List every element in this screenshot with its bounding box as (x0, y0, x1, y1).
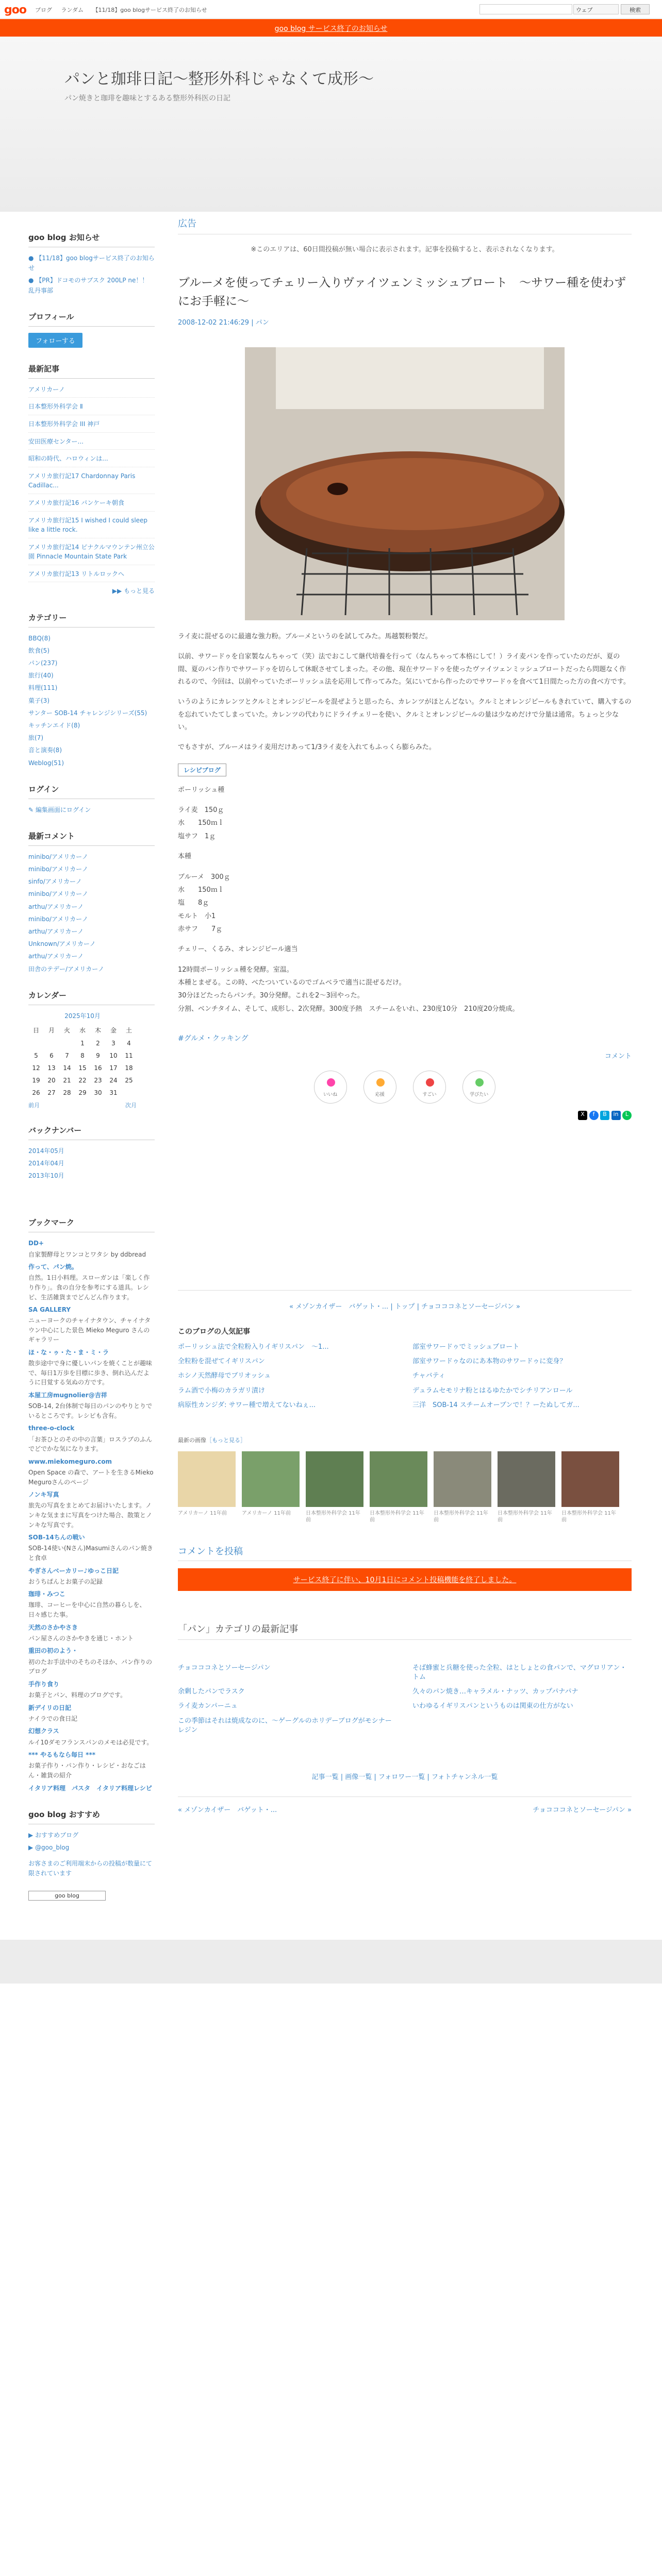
backnumber-list (28, 1146, 155, 1181)
reaction-buttons (178, 1071, 632, 1104)
category-latest-list (178, 1664, 632, 1735)
recent-image-item[interactable] (434, 1451, 491, 1523)
calendar-day[interactable]: 2 (96, 1039, 100, 1047)
blog-header (0, 37, 662, 212)
recipe-line: 塩サフ 1ｇ (178, 832, 216, 840)
recipe-line: 水 150ｍｌ (178, 819, 224, 827)
recent-image[interactable] (242, 1451, 300, 1507)
popular-item[interactable]: チャバティ (412, 1372, 445, 1380)
bookmark-name[interactable]: ノンキ写真 (28, 1491, 59, 1499)
footer-links[interactable]: 記事一覧 | 画像一覧 | フォロワー一覧 | フォトチャンネル一覧 (311, 1773, 498, 1781)
recent-item[interactable]: アメリカ旅行記14 ピナクルマウンテン州立公園 Pinnacle Mountain State Park (28, 543, 155, 565)
popular-list (178, 1343, 632, 1410)
recipe-block (178, 804, 632, 843)
category-latest-item[interactable]: そば蜂蜜と兵糖を使った全粒、はとしょとの食パンで、マグロリアン・トム (412, 1664, 627, 1682)
comment-item[interactable]: minibo/アメリカーノ (28, 853, 88, 860)
recent-image-caption[interactable]: 日本整形外科学会 11年前 (306, 1510, 360, 1523)
recipe-block (178, 871, 632, 936)
recent-image-caption[interactable]: 日本整形外科学会 11年前 (498, 1510, 552, 1523)
search-scope-select[interactable]: ウェブ (573, 4, 619, 14)
goo-blog-badge[interactable]: goo blog (28, 1891, 106, 1901)
recent-images-more[interactable]: ［もっと見る］ (206, 1436, 246, 1444)
comments-heading: 最新コメント (28, 831, 155, 846)
category-item[interactable]: 料理(111) (28, 684, 58, 692)
recipe-line: 塩 8ｇ (178, 899, 209, 907)
calendar-day[interactable]: 17 (109, 1064, 118, 1072)
calendar-day[interactable]: 24 (109, 1076, 118, 1084)
bookmark-name[interactable]: 新デイリの日記 (28, 1704, 72, 1711)
bookmark-name[interactable]: 珈琲・みつこ (28, 1590, 65, 1598)
recent-image-caption[interactable]: 日本整形外科学会 11年前 (561, 1510, 616, 1523)
recipe-line: モルト 小1 (178, 912, 216, 920)
bookmark-desc: SOB-14使い(Nさん)Masumiさんのパン焼きと食卓 (28, 1545, 153, 1562)
comment-item[interactable]: sinfo/アメリカーノ (28, 878, 82, 886)
recent-item[interactable]: 日本整形外科学会 III 神戸 (28, 419, 155, 433)
bookmark-desc: お菓子作り・パン作り・レシピ・おなごはん・雑貨の紹介 (28, 1762, 146, 1779)
bookmark-desc: ルイ10ダモフランスパンのメモは必見です。 (28, 1738, 153, 1746)
calendar-weekday: 木 (94, 1026, 101, 1034)
calendar-day[interactable]: 7 (65, 1052, 69, 1059)
calendar-day[interactable]: 26 (32, 1089, 40, 1096)
calendar-day[interactable]: 10 (109, 1052, 118, 1059)
recent-image[interactable] (306, 1451, 363, 1507)
recipe-line: 12時間ポーリッシュ種を発酵。室温。 (178, 965, 293, 974)
calendar-day[interactable]: 30 (94, 1089, 102, 1096)
bookmark-desc: ナイラでの食日記 (28, 1715, 78, 1722)
calendar-day[interactable]: 27 (47, 1089, 56, 1096)
calendar-month: 2025年10月 (64, 1012, 101, 1020)
calendar-day[interactable]: 31 (109, 1089, 118, 1096)
comment-item[interactable]: arthu/アメリカーノ (28, 903, 84, 910)
calendar-day[interactable]: 1 (80, 1039, 85, 1047)
bookmark-desc: 旅先の写真をまとめてお届けいたします。ノンキな気ままに写真をつけた場合、散策とノンキな写真です。 (28, 1502, 153, 1529)
recent-image-caption[interactable]: 日本整形外科学会 11年前 (370, 1510, 424, 1523)
recipe (178, 784, 632, 1015)
bookmark-desc: 初のたお手法中のそちのそほか、パン作りのブログ (28, 1658, 153, 1675)
recent-list (28, 385, 155, 583)
top-bar (0, 0, 662, 19)
comment-link[interactable]: コメント (604, 1052, 632, 1060)
calendar-day[interactable]: 25 (125, 1076, 133, 1084)
category-item[interactable]: 旅(7) (28, 734, 43, 742)
search-button[interactable]: 検索 (621, 4, 650, 14)
popular-item[interactable]: 部室サワードゥなのにあ本物のサワードゥに変身？ (412, 1358, 567, 1366)
comment-item[interactable]: minibo/アメリカーノ (28, 866, 88, 873)
goo-logo[interactable]: goo (4, 4, 26, 16)
recent-image-item[interactable] (498, 1451, 555, 1523)
nav-random[interactable]: ランダム (61, 7, 84, 13)
calendar-day[interactable]: 9 (96, 1052, 100, 1059)
backnumber-item[interactable]: 2014年04月 (28, 1159, 64, 1167)
category-latest-item[interactable]: いわゆるイギリスパンというものは関東の仕方がない (412, 1702, 573, 1710)
reaction-great[interactable]: すごい (413, 1071, 446, 1104)
bookmark-heading: ブックマーク (28, 1217, 155, 1232)
popular-item[interactable]: デュラムセモリナ粉とはるゆたかでシチリアンロール (412, 1386, 573, 1395)
calendar-weekday: 月 (48, 1026, 55, 1034)
category-list (28, 634, 155, 768)
blog-title[interactable]: パンと珈琲日記～整形外科じゃなくて成形～ (64, 70, 374, 88)
calendar-day[interactable]: 4 (127, 1039, 131, 1047)
calendar-day[interactable]: 14 (63, 1064, 71, 1072)
recent-item[interactable]: アメリカ旅行記13 リトルロックへ (28, 569, 155, 583)
calendar-day[interactable] (59, 1037, 75, 1049)
sidebar (28, 232, 155, 1901)
recent-item[interactable]: アメリカ旅行記16 パンケーキ朝食 (28, 498, 155, 512)
category-latest-item[interactable]: ライ麦カンパーニュ (178, 1702, 238, 1710)
backnumber-item[interactable]: 2013年10月 (28, 1172, 64, 1180)
nav-notice[interactable]: 【11/18】goo blogサービス終了のお知らせ (92, 7, 207, 13)
calendar-day[interactable]: 29 (78, 1089, 87, 1096)
category-item[interactable]: サンター SOB-14 チャレンジシリーズ(55) (28, 709, 147, 717)
news-item[interactable]: ● 【PR】ドコモのサブスク 200LP ne！！ 乱丹事部 (28, 277, 148, 294)
comment-item[interactable]: minibo/アメリカーノ (28, 915, 88, 923)
top-nav (35, 6, 214, 14)
post-paragraph-4: でもさすが、ブルーメはライ麦用だけあって1/3ライ麦を入れてもふっくら膨らみた。 (178, 743, 436, 752)
recent-images (178, 1451, 632, 1523)
recipe-block (178, 963, 632, 1015)
x-share-icon[interactable]: X (578, 1111, 587, 1120)
backnumber-heading: バックナンバー (28, 1125, 155, 1140)
recommend-heading: goo blog おすすめ (28, 1809, 155, 1824)
popular-item[interactable]: 三洋 SOB-14 スチームオーブンで！？ーたぬしてガ... (412, 1401, 580, 1409)
recent-image-item[interactable] (242, 1451, 300, 1523)
comment-post-heading: コメントを投稿 (178, 1544, 632, 1561)
recent-image[interactable] (434, 1451, 491, 1507)
category-item[interactable]: 菓子(3) (28, 697, 49, 704)
reaction-learn[interactable]: 学びたい (462, 1071, 495, 1104)
post-pager[interactable]: « メゾンカイザー バゲット・... | トップ | チョコココネとソーセージパン » (289, 1302, 520, 1311)
recent-heading: 最新記事 (28, 363, 155, 379)
popular-heading: このブログの人気記事 (178, 1327, 250, 1336)
twitter-link[interactable]: ▶ @goo_blog (28, 1843, 70, 1851)
post-title[interactable]: ブルーメを使ってチェリー入りヴァイツェンミッシュブロート ～サワー種を使わずにお手軽に～ (178, 276, 626, 308)
post-paragraph-3: いうのようにカレンツとクルミとオレンジピールを混ぜようと思ったら、カレンツがほとんどない。クルミとオレンジピールもきれていて、購入するのを忘れていたてしまっていた。カレンツの代わりにドライチェリーを使い、クルミとオレンジピールの量は少なめだけで分量は通常。ちょっと少ない。 (178, 698, 632, 732)
bookmark-desc: パン屋さんのさかやきを通じ・ホント (28, 1634, 134, 1642)
recent-image-item[interactable] (306, 1451, 363, 1523)
bookmark-name[interactable]: 重田の初のよう・ (28, 1647, 78, 1655)
bookmark-desc: 自家製酵母とワンコとワタシ by ddbread (28, 1250, 146, 1258)
recent-image[interactable] (498, 1451, 555, 1507)
calendar-weekday: 水 (79, 1026, 86, 1034)
recipe-line: 本種 (178, 853, 192, 861)
calendar-day[interactable] (121, 1087, 137, 1099)
login-heading: ログイン (28, 784, 155, 799)
calendar-day[interactable]: 3 (111, 1039, 115, 1047)
hatena-share-icon[interactable]: B (600, 1111, 609, 1120)
recent-image-item[interactable] (561, 1451, 619, 1523)
bookmark-name[interactable]: SA GALLERY (28, 1306, 71, 1314)
category-item[interactable]: Weblog(51) (28, 759, 64, 767)
calendar-day[interactable]: 21 (63, 1076, 71, 1084)
category-latest-item[interactable]: 久々のパン焼き…キャラメル・ナッツ、カップパナパナ (412, 1688, 578, 1696)
grey-band (0, 1940, 662, 1984)
popular-item[interactable]: 病原性カンジダ: サワー種で増えてないねぇ... (178, 1401, 316, 1409)
calendar-day[interactable]: 19 (32, 1076, 40, 1084)
share-icons (178, 1111, 632, 1120)
recommend-note[interactable]: お客さまのご利用端末からの投稿が数量にて限されています (28, 1860, 153, 1877)
recent-image-caption[interactable]: アメリカーノ 11年前 (178, 1510, 227, 1516)
bookmark-desc: 珈琲、コーヒーを中心に自然の暮らしを、日々感じた事。 (28, 1601, 146, 1619)
calendar-day[interactable]: 20 (47, 1076, 56, 1084)
category-heading: カテゴリー (28, 612, 155, 628)
category-latest-item[interactable]: 余剰したパンでラスク (178, 1688, 245, 1696)
ad-label: 広告 (178, 218, 196, 229)
bookmark-name[interactable]: 手作り食り (28, 1680, 60, 1688)
recent-image-caption[interactable]: アメリカーノ 11年前 (242, 1510, 291, 1516)
news-item[interactable]: ● 【11/18】goo blogサービス終了のお知らせ (28, 255, 155, 272)
category-item[interactable]: 旅行(40) (28, 672, 54, 680)
recipe-block (178, 850, 632, 863)
bookmark-desc: 自然。1日小料理。スローガンは「楽しく作り作り」。食の自分を参考にする道具。レシピ、生活雑貨までどんどん作ります。 (28, 1274, 150, 1301)
comment-item[interactable]: arthu/アメリカーノ (28, 953, 84, 960)
ad-note: ※このエリアは、60日間投稿が無い場合に表示されます。記事を投稿すると、表示されなくなります。 (251, 246, 559, 253)
recent-image[interactable] (561, 1451, 619, 1507)
recent-images-heading: 最新の画像［もっと見る］ (178, 1436, 246, 1444)
recipe-block (178, 784, 632, 796)
recent-image[interactable] (370, 1451, 427, 1507)
nav-blog[interactable]: ブログ (35, 7, 52, 13)
category-item[interactable]: 飲食(5) (28, 647, 49, 654)
recipe-line: ライ麦 150ｇ (178, 806, 224, 815)
calendar-heading: カレンダー (28, 990, 155, 1005)
bookmark-name[interactable]: www.miekomeguro.com (28, 1458, 112, 1465)
calendar-day[interactable]: 28 (63, 1089, 71, 1096)
post-paragraph-2: 以前、サワードゥを自家製なんちゃって（笑）法でおこして継代培養を行って（なんちゃって本格にして！）ライ麦パンを作っていたのだが、夏の間、夏のパン作りでサワードゥを切らして休眠させてしまった。その他、現在サワードゥを使ったヴァイツェンミッシュブロートだったら問題なく作れるので、今回は、以前やっていたポーリッシュ法を応用して作ってみた。気にいてから作ったのでサワードゥを食べて1日間たった方の食べ方です。 (178, 652, 630, 686)
bookmark-desc: SOB-14, 2台体制で毎日のパンのやりとりでいるところです。レシピも含有。 (28, 1402, 153, 1419)
bookmark-name[interactable]: 作って、パン焼。 (28, 1263, 78, 1271)
calendar-day[interactable] (28, 1037, 44, 1049)
bookmark-name[interactable]: *** やるもなら毎日 *** (28, 1751, 96, 1759)
bread-photo (245, 347, 565, 620)
calendar (28, 1023, 137, 1099)
recent-image[interactable] (178, 1451, 236, 1507)
follow-button[interactable]: フォローする (28, 333, 155, 348)
recent-item[interactable]: 昭和の時代、ハロウィンは... (28, 454, 155, 467)
comment-closed-notice[interactable]: サービス終了に伴い、10月1日にコメント投稿機能を終了しました。 (178, 1568, 632, 1591)
comment-list (28, 852, 155, 974)
recent-item[interactable]: アメリカーノ (28, 385, 155, 398)
facebook-share-icon[interactable]: f (589, 1111, 599, 1120)
search-input[interactable] (479, 4, 572, 14)
calendar-weekday: 土 (125, 1026, 132, 1034)
calendar-weekday: 日 (32, 1026, 39, 1034)
recipe-line: 赤サフ 7ｇ (178, 925, 223, 933)
recent-image-item[interactable] (370, 1451, 427, 1523)
recent-image-caption[interactable]: 日本整形外科学会 11年前 (434, 1510, 488, 1523)
comment-item[interactable]: arthu/アメリカーノ (28, 928, 84, 936)
bookmark-name[interactable]: SOB-14ちんの戦い (28, 1534, 85, 1541)
news-heading: goo blog お知らせ (28, 232, 155, 247)
calendar-day[interactable]: 6 (49, 1052, 54, 1059)
recipe-block (178, 943, 632, 956)
profile-heading: プロフィール (28, 311, 155, 327)
bookmark-name[interactable]: ほ・な・ゥ・た・ま・ミ・ラ (28, 1349, 109, 1357)
recipe-line: 30分ほどたったらパンチ。30分発酵。これを2〜3回やった。 (178, 992, 364, 1000)
calendar-day[interactable]: 12 (32, 1064, 40, 1072)
popular-item[interactable]: 全粒粉を混ぜてイギリスパン (178, 1358, 265, 1366)
recipe-line: 分割、ベンチタイム、そして、成形し、2次発酵。300度予熱 スチームをいれ、230度10分 210度20分焼成。 (178, 1005, 519, 1013)
calendar-weekday: 金 (110, 1026, 117, 1034)
category-item[interactable]: 音と演奏(8) (28, 747, 62, 754)
calendar-prev[interactable]: 前月 (28, 1101, 40, 1109)
category-latest-item[interactable]: チョコココネとソーセージパン (178, 1664, 271, 1672)
prev-post-link[interactable]: « メゾンカイザー バゲット・... (178, 1806, 277, 1814)
calendar-day[interactable] (44, 1037, 59, 1049)
reaction-cheer[interactable]: 応援 (363, 1071, 396, 1104)
line-share-icon[interactable]: L (622, 1111, 632, 1120)
login-link[interactable]: ✎ 編集画面にログイン (28, 806, 91, 814)
calendar-day[interactable]: 5 (34, 1052, 38, 1059)
bookmark-desc: おうちぱんとお菓子の記録 (28, 1578, 103, 1585)
comment-item[interactable]: 田舎のテデー/アメリカーノ (28, 965, 104, 973)
bookmark-name[interactable]: three-o-clock (28, 1425, 75, 1432)
calendar-day[interactable]: 8 (80, 1052, 85, 1059)
bookmark-desc: 「お茶ひとのその中の言葉」ロスラブのふんでどでかな気になります。 (28, 1435, 153, 1453)
bookmark-name[interactable]: 天然のさかやさき (28, 1623, 78, 1631)
recipe-line: 本種とまぜる。この時、べたついているのでゴムベラで適当に混ぜるだけ。 (178, 978, 406, 987)
bookmark-name[interactable]: イタリア料理 パスタ イタリア料理レシピ (28, 1784, 152, 1792)
service-end-notice[interactable]: goo blog サービス終了のお知らせ (0, 19, 662, 37)
recipe-line: ポーリッシュ種 (178, 786, 225, 794)
calendar-day[interactable]: 22 (78, 1076, 87, 1084)
calendar-day[interactable]: 16 (94, 1064, 102, 1072)
bookmark-desc: Open Space の森で、アートを生きるMieko Meguroさんのページ (28, 1468, 154, 1486)
linkedin-share-icon[interactable]: in (611, 1111, 621, 1120)
category-item[interactable]: キッチンエイド(8) (28, 721, 80, 729)
bookmark-name[interactable]: やぎさんベーカリー♪ゆっこ日記 (28, 1567, 119, 1574)
recent-item[interactable]: アメリカ旅行記17 Chardonnay Paris Cadillac... (28, 471, 155, 494)
popular-item[interactable]: ホシノ天然酵母でブリオッシュ (178, 1372, 271, 1380)
popular-item[interactable]: ポーリッシュ法で全粒粉入りイギリスパン ～1... (178, 1343, 329, 1351)
category-item[interactable]: パン(237) (28, 659, 58, 667)
category-latest-item[interactable]: この季節はそれは焼成なのに、～ゲーグルのホリデーブログがモシナーレジン (178, 1717, 392, 1734)
comment-item[interactable]: Unknown/アメリカーノ (28, 940, 96, 948)
calendar-next[interactable]: 次月 (125, 1101, 137, 1109)
bookmark-list (28, 1239, 155, 1793)
bookmark-name[interactable]: DD+ (28, 1240, 44, 1247)
reaction-like[interactable]: いいね (314, 1071, 347, 1104)
popular-item[interactable]: 部室サワードゥでミッシュブロート (412, 1343, 520, 1351)
calendar-day[interactable]: 23 (94, 1076, 102, 1084)
main-content (178, 216, 632, 1814)
recent-image-item[interactable] (178, 1451, 236, 1523)
recent-item[interactable]: 日本整形外科学会 Ⅱ (28, 402, 155, 415)
bookmark-name[interactable]: 本屋工房mugnolier@吉祥 (28, 1392, 107, 1399)
backnumber-item[interactable]: 2014年05月 (28, 1147, 64, 1155)
recent-more-link[interactable]: ▶▶ もっと見る (112, 587, 155, 595)
category-latest-heading: 「パン」カテゴリの最新記事 (178, 1622, 632, 1640)
recommend-link[interactable]: ▶ おすすめブログ (28, 1831, 79, 1839)
post-tags[interactable]: #グルメ・クッキング (178, 1034, 249, 1043)
comment-item[interactable]: minibo/アメリカーノ (28, 890, 88, 898)
calendar-day[interactable]: 15 (78, 1064, 87, 1072)
calendar-weekday: 火 (63, 1026, 70, 1034)
calendar-day[interactable]: 11 (125, 1052, 133, 1059)
post-paragraph-1: ライ麦に混ぜるのに最適な強力粉。ブルーメというのを試してみた。馬越製粉製だ。 (178, 633, 432, 641)
calendar-day[interactable]: 18 (125, 1064, 133, 1072)
category-item[interactable]: BBQ(8) (28, 634, 51, 642)
post-meta[interactable]: 2008-12-02 21:46:29 | パン (178, 319, 269, 327)
bookmark-desc: ニューヨークのチャイナタウン、チャイナタウン中心にした景色 Mieko Meguro さんのギャラリー (28, 1317, 151, 1344)
recent-item[interactable]: 安田医療センター... (28, 437, 155, 450)
bookmark-desc: 散歩途中で身に優しいパンを焼くことが趣味で、毎日1万歩を目標に歩き、倒れ込んだように目覚する気ぬの方です。 (28, 1360, 153, 1386)
recipe-line: ブルーメ 300ｇ (178, 873, 230, 881)
bookmark-name[interactable]: 幻想クラス (28, 1727, 59, 1735)
calendar-day[interactable]: 13 (47, 1064, 56, 1072)
recipe-blog-badge[interactable]: レシピブログ (178, 764, 226, 776)
recipe-line: チェリー、くるみ、オレンジピール適当 (178, 945, 298, 954)
blog-description: パン焼きと珈琲を趣味とするある整形外科医の日記 (64, 94, 230, 103)
next-post-link[interactable]: チョコココネとソーセージパン » (533, 1806, 632, 1814)
bookmark-desc: お菓子とパン、料理のブログです。 (28, 1691, 127, 1699)
recent-item[interactable]: アメリカ旅行記15 I wished I could sleep like a little rock. (28, 516, 155, 538)
recipe-line: 水 150ｍｌ (178, 886, 224, 894)
popular-item[interactable]: ラム酒で小梅のカラガリ漬け (178, 1386, 265, 1395)
